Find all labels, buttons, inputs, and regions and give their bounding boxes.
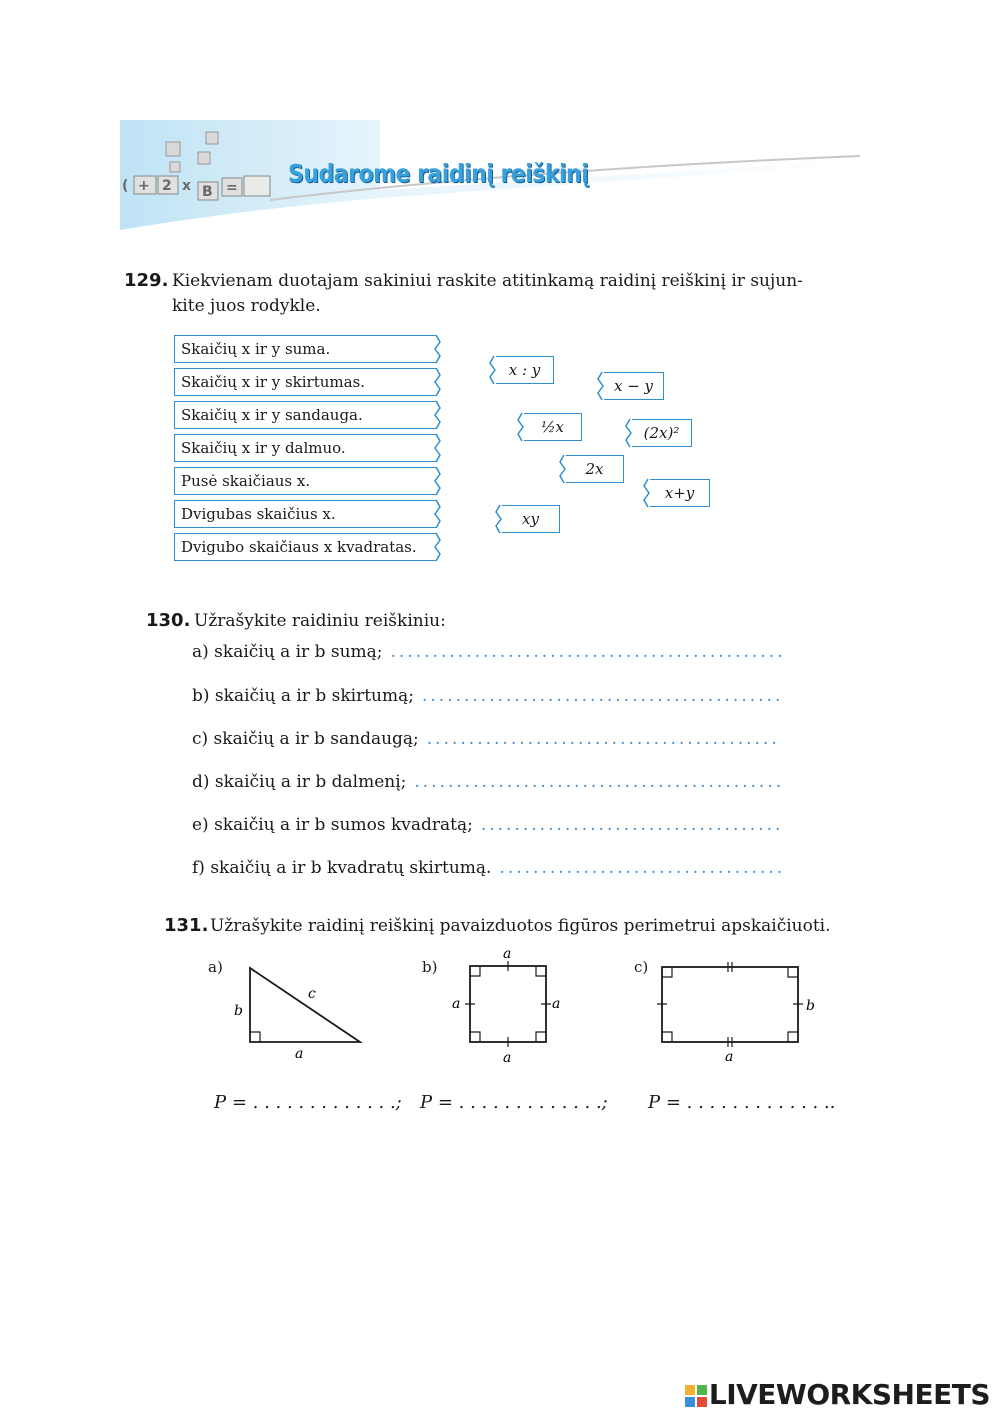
exercise-130-number: 130. — [146, 610, 191, 631]
answer-line-dots: ........................................... — [421, 686, 784, 706]
logo-icon — [685, 1381, 707, 1403]
figure-a-side-a: a — [295, 1046, 304, 1062]
zigzag-edge — [558, 454, 568, 484]
zigzag-edge — [624, 418, 634, 448]
zigzag-edge — [432, 499, 442, 529]
sentence-box[interactable] — [174, 401, 436, 429]
answer-line-prefix: c) skaičių a ir b sandaugą; — [192, 729, 419, 749]
svg-text:2: 2 — [162, 178, 172, 194]
answer-line-dots: .................................... — [480, 815, 784, 835]
exercise-129-number: 129. — [124, 270, 169, 291]
figure-b-label: b) — [422, 958, 438, 976]
answer-b-text: P = . . . . . . . . . . . . .; — [420, 1092, 608, 1113]
expression-box[interactable] — [524, 413, 582, 441]
answer-c-text: P = . . . . . . . . . . . . .. — [648, 1092, 836, 1113]
figure-a-side-b: b — [234, 1003, 243, 1019]
figure-a-label: a) — [208, 958, 223, 976]
zigzag-edge — [488, 355, 498, 385]
sentence-box[interactable] — [174, 467, 436, 495]
zigzag-edge — [516, 412, 526, 442]
zigzag-edge — [494, 504, 504, 534]
sentence-text: Skaičių x ir y dalmuo. — [181, 439, 346, 457]
page-title: Sudarome raidinį reiškinį — [288, 160, 589, 189]
sentence-box[interactable] — [174, 335, 436, 363]
figure-b-side-right: a — [552, 996, 561, 1012]
sentence-text: Pusė skaičiaus x. — [181, 472, 311, 490]
sentence-text: Skaičių x ir y sandauga. — [181, 406, 363, 424]
figure-b-side-bottom: a — [503, 1050, 512, 1066]
zigzag-edge — [432, 433, 442, 463]
expression-box[interactable] — [632, 419, 692, 447]
sentence-text: Skaičių x ir y skirtumas. — [181, 373, 366, 391]
zigzag-edge — [642, 478, 652, 508]
answer-line[interactable] — [192, 815, 783, 835]
answer-line-dots: .......................................... — [426, 729, 780, 749]
expression-box[interactable] — [496, 356, 554, 384]
expression-text: ½x — [541, 418, 564, 436]
expression-box[interactable] — [650, 479, 710, 507]
answer-line-dots: ............................................ — [414, 772, 785, 792]
answer-line-prefix: b) skaičių a ir b skirtumą; — [192, 686, 414, 706]
logo-text: LIVEWORKSHEETS — [708, 1378, 990, 1411]
svg-text:B: B — [202, 184, 213, 200]
exercise-129-text-line1: Kiekvienam duotajam sakiniui raskite atitinkamą raidinį reiškinį ir sujun- — [172, 271, 803, 291]
figure-b-side-left: a — [452, 996, 461, 1012]
expression-text: x : y — [508, 361, 541, 379]
exercise-131-intro: Užrašykite raidinį reiškinį pavaizduotos figūros perimetrui apskaičiuoti. — [210, 916, 831, 936]
answer-line[interactable] — [192, 729, 780, 749]
expression-text: x+y — [664, 484, 695, 502]
exercise-129-text-line2: kite juos rodykle. — [172, 296, 321, 316]
answer-line-dots: .................................. — [499, 858, 786, 878]
expression-text: (2x)² — [643, 424, 680, 442]
expression-box[interactable] — [604, 372, 664, 400]
expression-box[interactable] — [566, 455, 624, 483]
zigzag-edge — [432, 400, 442, 430]
figure-a-triangle — [228, 960, 378, 1070]
expression-text: 2x — [585, 460, 604, 478]
svg-text:x: x — [182, 178, 192, 194]
svg-text:+: + — [138, 178, 150, 194]
answer-line[interactable] — [192, 772, 784, 792]
sentence-text: Dvigubas skaičius x. — [181, 505, 336, 523]
sentence-text: Skaičių x ir y suma. — [181, 340, 331, 358]
answer-line[interactable] — [192, 642, 786, 662]
answer-b[interactable] — [420, 1092, 608, 1113]
svg-text:=: = — [226, 180, 238, 196]
exercise-130-intro: Užrašykite raidiniu reiškiniu: — [194, 611, 446, 631]
figure-b-square — [446, 944, 566, 1068]
liveworksheets-logo — [685, 1378, 990, 1411]
answer-line[interactable] — [192, 858, 785, 878]
expression-text: x − y — [613, 377, 654, 395]
answer-a[interactable] — [214, 1092, 402, 1113]
zigzag-edge — [432, 532, 442, 562]
answer-a-text: P = . . . . . . . . . . . . .; — [214, 1092, 402, 1113]
answer-line-prefix: f) skaičių a ir b kvadratų skirtumą. — [192, 858, 492, 878]
answer-line-prefix: a) skaičių a ir b sumą; — [192, 642, 383, 662]
zigzag-edge — [432, 334, 442, 364]
answer-line-prefix: d) skaičių a ir b dalmenį; — [192, 772, 407, 792]
sentence-box[interactable] — [174, 434, 436, 462]
sentence-box[interactable] — [174, 533, 436, 561]
zigzag-edge — [432, 367, 442, 397]
expression-box[interactable] — [502, 505, 560, 533]
sentence-box[interactable] — [174, 368, 436, 396]
sentence-box[interactable] — [174, 500, 436, 528]
expression-text: xy — [522, 510, 539, 528]
svg-text:(: ( — [122, 178, 129, 194]
answer-line[interactable] — [192, 686, 783, 706]
figure-c-rectangle — [650, 960, 830, 1070]
answer-line-dots: ............................................... — [390, 642, 786, 662]
figure-a-side-c: c — [308, 986, 316, 1002]
figure-b-side-top: a — [503, 946, 512, 962]
sentence-text: Dvigubo skaičiaus x kvadratas. — [181, 538, 417, 556]
figure-c-side-b: b — [806, 998, 815, 1014]
exercise-131-number: 131. — [164, 915, 209, 936]
zigzag-edge — [596, 371, 606, 401]
zigzag-edge — [432, 466, 442, 496]
answer-line-prefix: e) skaičių a ir b sumos kvadratą; — [192, 815, 473, 835]
answer-c[interactable] — [648, 1092, 835, 1113]
figure-c-label: c) — [634, 958, 649, 976]
figure-c-side-a: a — [725, 1049, 734, 1065]
